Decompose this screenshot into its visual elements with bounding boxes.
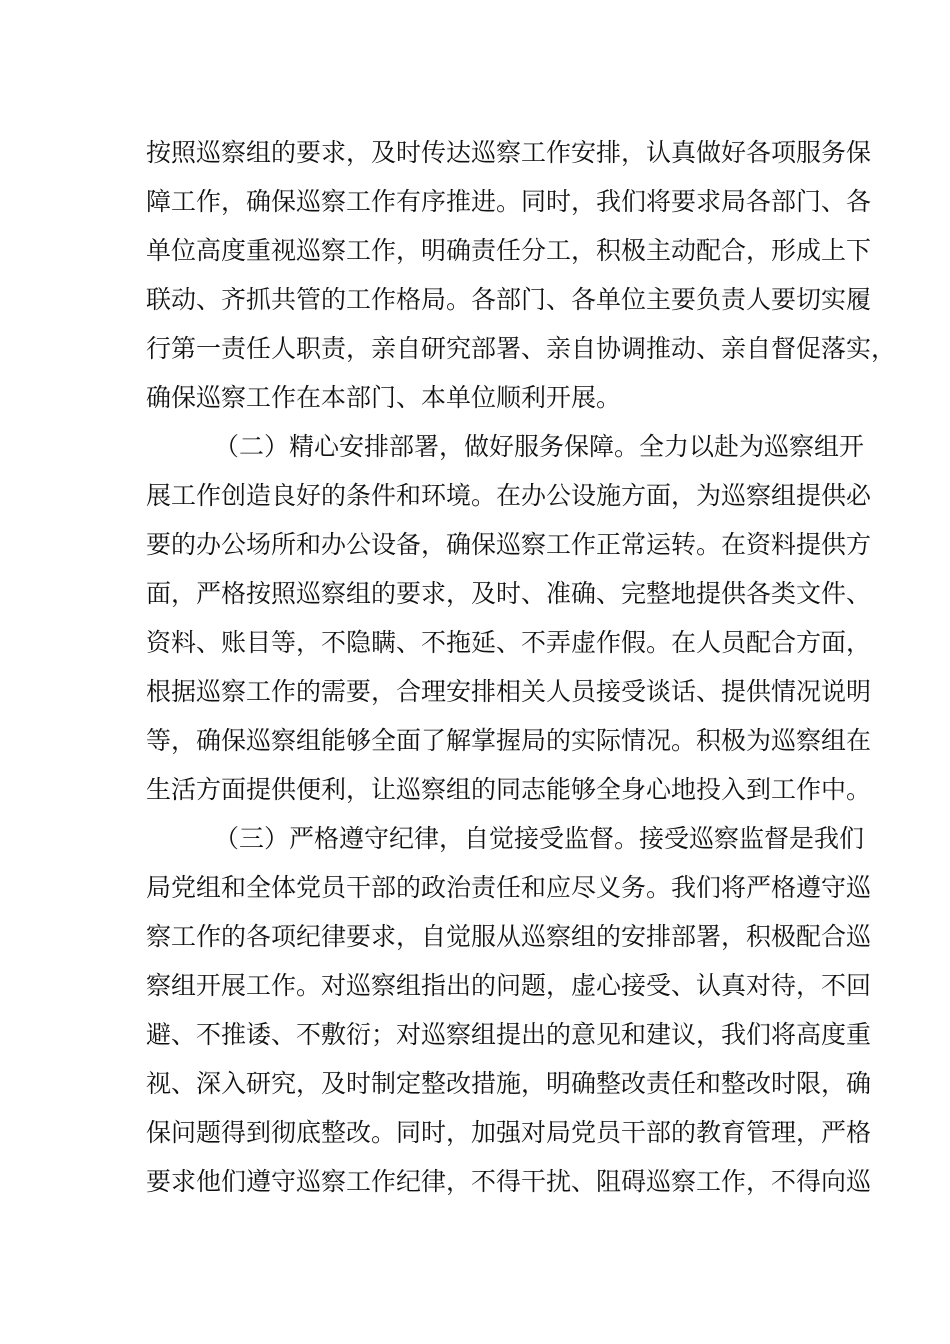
- text-line: 障工作，确保巡察工作有序推进。同时，我们将要求局各部门、各: [146, 187, 872, 216]
- section-heading-line: （二）精心安排部署，做好服务保障。全力以赴为巡察组开: [214, 432, 865, 461]
- text-line: 行第一责任人职责，亲自研究部署、亲自协调推动、亲自督促落实，: [146, 334, 897, 363]
- text-line: 联动、齐抓共管的工作格局。各部门、各单位主要负责人要切实履: [146, 285, 872, 314]
- text-line: 视、深入研究，及时制定整改措施，明确整改责任和整改时限，确: [146, 1069, 872, 1098]
- text-line: 资料、账目等，不隐瞒、不拖延、不弄虚作假。在人员配合方面，: [146, 628, 872, 657]
- text-line: 确保巡察工作在本部门、本单位顺利开展。: [146, 383, 622, 412]
- text-line: 单位高度重视巡察工作，明确责任分工，积极主动配合，形成上下: [146, 236, 872, 265]
- text-line: 按照巡察组的要求，及时传达巡察工作安排，认真做好各项服务保: [146, 138, 872, 167]
- text-line: 根据巡察工作的需要，合理安排相关人员接受谈话、提供情况说明: [146, 677, 872, 706]
- text-line: 察组开展工作。对巡察组指出的问题，虚心接受、认真对待，不回: [146, 971, 872, 1000]
- section-heading-line: （三）严格遵守纪律，自觉接受监督。接受巡察监督是我们: [214, 824, 865, 853]
- text-line: 避、不推诿、不敷衍；对巡察组提出的意见和建议，我们将高度重: [146, 1020, 872, 1049]
- paragraph-section-three: [146, 814, 872, 1206]
- text-line: 要的办公场所和办公设备，确保巡察工作正常运转。在资料提供方: [146, 530, 872, 559]
- paragraph-section-two: [146, 422, 872, 814]
- text-line: 局党组和全体党员干部的政治责任和应尽义务。我们将严格遵守巡: [146, 873, 872, 902]
- text-line: 保问题得到彻底整改。同时，加强对局党员干部的教育管理，严格: [146, 1118, 872, 1147]
- text-line: 展工作创造良好的条件和环境。在办公设施方面，为巡察组提供必: [146, 481, 872, 510]
- text-line: 等，确保巡察组能够全面了解掌握局的实际情况。积极为巡察组在: [146, 726, 872, 755]
- text-line: 生活方面提供便利，让巡察组的同志能够全身心地投入到工作中。: [146, 775, 872, 804]
- text-line: 要求他们遵守巡察工作纪律，不得干扰、阻碍巡察工作，不得向巡: [146, 1167, 872, 1196]
- paragraph-continuation: [146, 128, 897, 422]
- document-body: [146, 128, 897, 1206]
- text-line: 察工作的各项纪律要求，自觉服从巡察组的安排部署，积极配合巡: [146, 922, 872, 951]
- text-line: 面，严格按照巡察组的要求，及时、准确、完整地提供各类文件、: [146, 579, 872, 608]
